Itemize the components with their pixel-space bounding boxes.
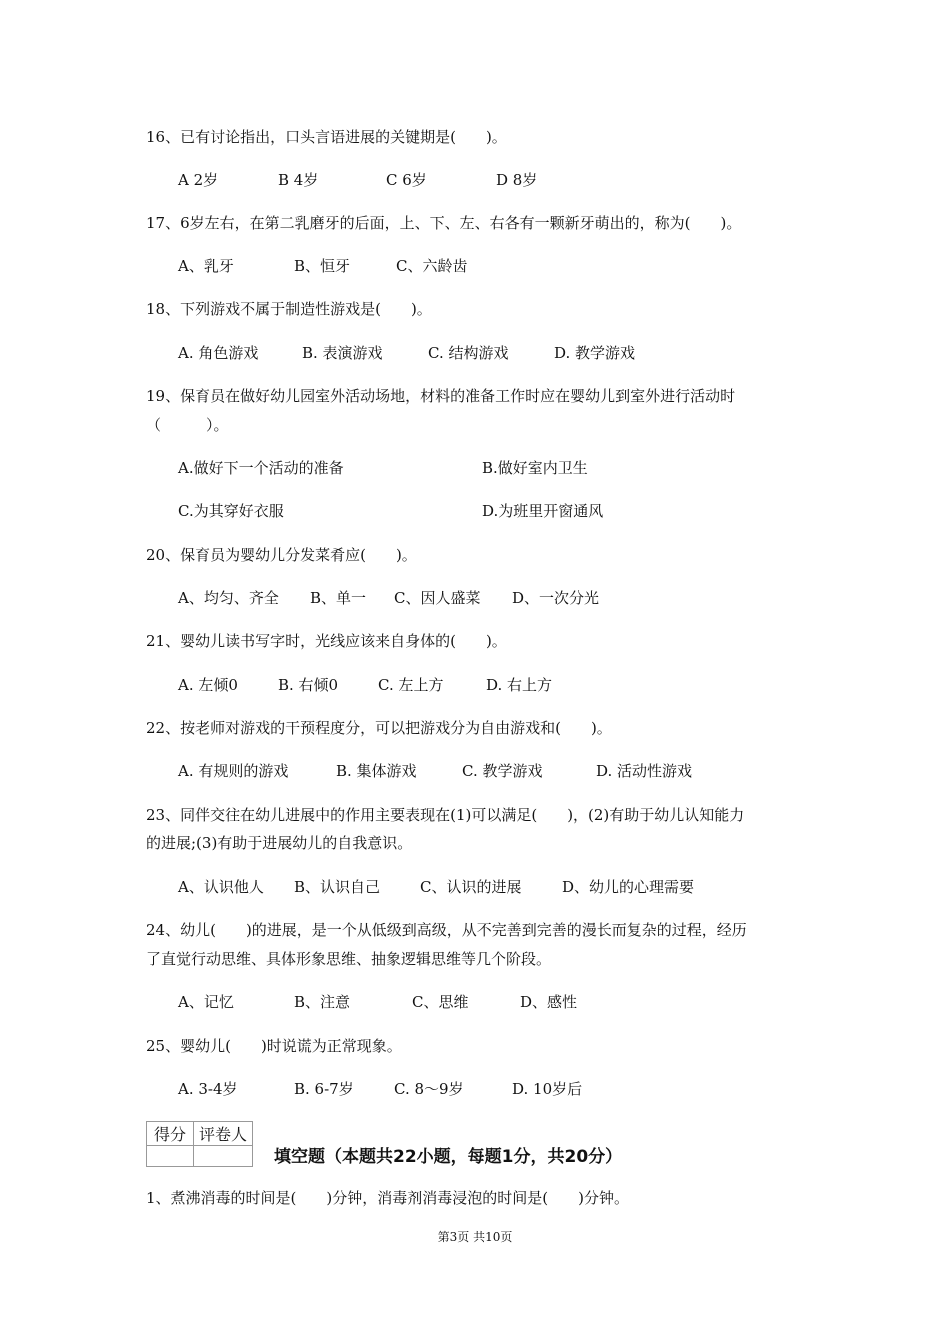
question-22-stem: 22、按老师对游戏的干预程度分，可以把游戏分为自由游戏和( )。 bbox=[146, 719, 612, 737]
question-25-option-a: A. 3-4岁 bbox=[178, 1080, 238, 1098]
question-21-option-c: C. 左上方 bbox=[378, 676, 444, 694]
question-16-option-b: B 4岁 bbox=[278, 171, 319, 189]
question-20-option-a: A、均匀、齐全 bbox=[178, 589, 279, 607]
question-25-option-b: B. 6-7岁 bbox=[294, 1080, 354, 1098]
question-21-stem: 21、婴幼儿读书写字时，光线应该来自身体的( )。 bbox=[146, 632, 507, 650]
question-16-option-c: C 6岁 bbox=[386, 171, 427, 189]
question-23-stem-line-2: 的进展;(3)有助于进展幼儿的自我意识。 bbox=[146, 834, 413, 852]
question-19-option-b: B.做好室内卫生 bbox=[482, 459, 588, 477]
question-22-option-d: D. 活动性游戏 bbox=[596, 762, 693, 780]
question-20-stem: 20、保育员为婴幼儿分发菜肴应( )。 bbox=[146, 546, 417, 564]
question-23-option-c: C、认识的进展 bbox=[420, 878, 522, 896]
question-20-option-b: B、单一 bbox=[310, 589, 367, 607]
question-17-option-b: B、恒牙 bbox=[294, 257, 351, 275]
question-23-stem-line-1: 23、同伴交往在幼儿进展中的作用主要表现在(1)可以满足( )，(2)有助于幼儿认知能力 bbox=[146, 806, 745, 824]
question-17-stem: 17、6岁左右，在第二乳磨牙的后面，上、下、左、右各有一颗新牙萌出的，称为( )。 bbox=[146, 214, 742, 232]
question-25-option-d: D. 10岁后 bbox=[512, 1080, 583, 1098]
question-25-stem: 25、婴幼儿( )时说谎为正常现象。 bbox=[146, 1037, 402, 1055]
question-19-option-a: A.做好下一个活动的准备 bbox=[178, 459, 344, 477]
grader-cell bbox=[194, 1146, 253, 1167]
question-24-stem-line-1: 24、幼儿( )的进展，是一个从低级到高级，从不完善到完善的漫长而复杂的过程，经历 bbox=[146, 921, 747, 939]
question-17-option-a: A、乳牙 bbox=[178, 257, 234, 275]
page-footer: 第3页 共10页 bbox=[437, 1230, 513, 1244]
question-19-option-c: C.为其穿好衣服 bbox=[178, 502, 284, 520]
question-21-option-d: D. 右上方 bbox=[486, 676, 553, 694]
section-title: 填空题（本题共22小题，每题1分，共20分） bbox=[274, 1147, 623, 1167]
question-24-stem-line-2: 了直觉行动思维、具体形象思维、抽象逻辑思维等几个阶段。 bbox=[146, 950, 552, 968]
question-18-option-c: C. 结构游戏 bbox=[428, 344, 509, 362]
question-17-option-c: C、六龄齿 bbox=[396, 257, 468, 275]
fill-question-1: 1、煮沸消毒的时间是( )分钟，消毒剂消毒浸泡的时间是( )分钟。 bbox=[146, 1189, 629, 1207]
score-cell bbox=[147, 1146, 194, 1167]
question-24-option-c: C、思维 bbox=[412, 993, 469, 1011]
question-20-option-d: D、一次分光 bbox=[512, 589, 600, 607]
question-19-stem-line-2: （ ）。 bbox=[146, 416, 229, 434]
question-18-option-b: B. 表演游戏 bbox=[302, 344, 383, 362]
question-24-option-d: D、感性 bbox=[520, 993, 578, 1011]
question-22-option-c: C. 教学游戏 bbox=[462, 762, 543, 780]
question-18-option-d: D. 教学游戏 bbox=[554, 344, 636, 362]
score-label: 得分 bbox=[147, 1122, 194, 1146]
question-24-option-a: A、记忆 bbox=[178, 993, 234, 1011]
question-21-option-a: A. 左倾0 bbox=[178, 676, 238, 694]
question-18-stem: 18、下列游戏不属于制造性游戏是( )。 bbox=[146, 300, 432, 318]
question-19-option-d: D.为班里开窗通风 bbox=[482, 502, 604, 520]
score-table bbox=[146, 1121, 253, 1167]
question-22-option-a: A. 有规则的游戏 bbox=[178, 762, 289, 780]
question-16-option-a: A 2岁 bbox=[178, 171, 219, 189]
question-24-option-b: B、注意 bbox=[294, 993, 351, 1011]
grader-label: 评卷人 bbox=[194, 1122, 253, 1146]
question-22-option-b: B. 集体游戏 bbox=[336, 762, 417, 780]
question-19-stem-line-1: 19、保育员在做好幼儿园室外活动场地，材料的准备工作时应在婴幼儿到室外进行活动时 bbox=[146, 387, 736, 405]
question-23-option-d: D、幼儿的心理需要 bbox=[562, 878, 695, 896]
question-23-option-a: A、认识他人 bbox=[178, 878, 264, 896]
question-23-option-b: B、认识自己 bbox=[294, 878, 381, 896]
question-21-option-b: B. 右倾0 bbox=[278, 676, 339, 694]
question-16-stem: 16、已有讨论指出，口头言语进展的关键期是( )。 bbox=[146, 128, 507, 146]
question-20-option-c: C、因人盛菜 bbox=[394, 589, 481, 607]
question-18-option-a: A. 角色游戏 bbox=[178, 344, 259, 362]
question-25-option-c: C. 8～9岁 bbox=[394, 1080, 464, 1098]
question-16-option-d: D 8岁 bbox=[496, 171, 538, 189]
